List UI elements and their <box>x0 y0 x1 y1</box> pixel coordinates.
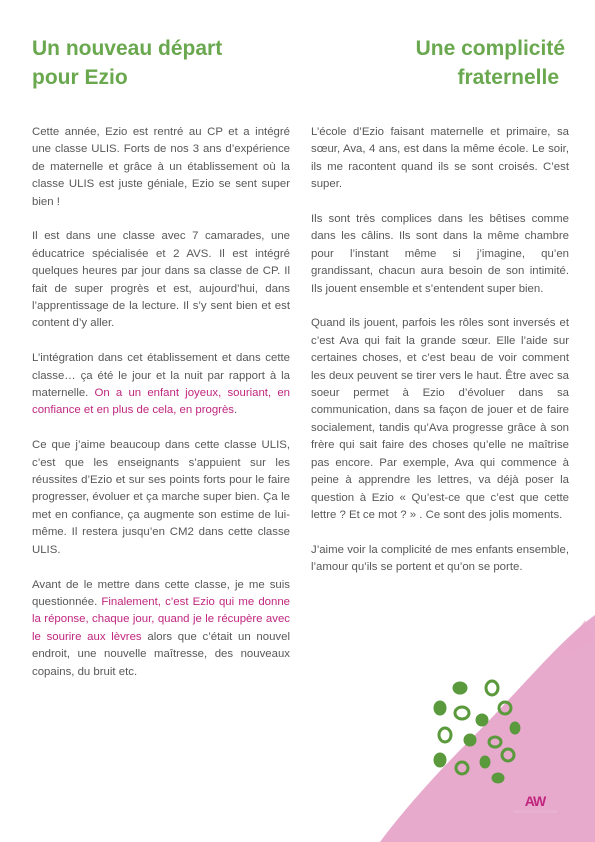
right-title-line2: fraternelle <box>457 66 559 89</box>
left-paragraph-1: Cette année, Ezio est rentré au CP et a intégré une classe ULIS. Forts de nos 3 ans d’expérience de maternelle et grâce à un établissement où la classe ULIS est juste géniale, Ezio se sent super bien ! <box>32 126 290 208</box>
left-column <box>32 124 290 698</box>
right-paragraph-1: L’école d’Ezio faisant maternelle et primaire, sa sœur, Ava, 4 ans, est dans la même école. Le soir, ils me racontent quand ils se sont croisés. C’est super. <box>311 126 569 191</box>
left-title-line2: pour Ezio <box>32 66 128 89</box>
right-column <box>311 124 569 594</box>
left-paragraph-3 <box>32 350 290 420</box>
brand-logo <box>513 793 557 817</box>
left-p5-highlight: Finalement, c’est Ezio qui me donne la réponse, chaque jour, quand je le récupère avec le sourire aux lèvres <box>32 595 290 643</box>
left-p3-text: L’intégration dans cet établissement et dans cette classe… ça été le jour et la nuit par rapport à la maternelle. <box>32 352 290 400</box>
left-paragraph-2: Il est dans une classe avec 7 camarades, une éducatrice spécialisée et 2 AVS. Il est intégré quelques heures par jour dans sa classe de CP. Il fait de super progrès et est, aujourd’hui, dans l’apprentissage de la lecture. Il s’y sent bien et est content d’y aller. <box>32 230 290 330</box>
pink-brush-stroke <box>380 615 595 842</box>
left-title <box>32 34 292 92</box>
right-title <box>305 34 565 92</box>
left-p3-highlight: On a un enfant joyeux, souriant, en confiance et en plus de cela, en progrès <box>32 387 290 417</box>
right-paragraph-4: J’aime voir la complicité de mes enfants ensemble, l’amour qu’ils se portent et qu’on se porte. <box>311 543 569 574</box>
left-p3-end: . <box>234 404 238 417</box>
right-paragraph-3: Quand ils jouent, parfois les rôles sont inversés et c’est Ava qui fait la grande sœur. Elle l’aide sur certaines choses, et c’est beau de voir comment les deux peuvent se tirer vers le haut. Être avec sa soeur permet à Ezio d’évoluer dans sa communication, dans sa façon de jouer et de faire socialement, tandis qu’Ava progresse grâce à son frère qui sait faire des choses qu’elle ne maîtrise pas encore. Par exemple, Ava qui commence à peine à apprendre les lettres, va déjà poser la question à Ezio « Qu’est-ce que c’est que cette lettre ? Et ce mot ? » . Ce sont des jolis moments. <box>311 317 569 521</box>
logo-text: AW <box>524 793 546 809</box>
left-title-line1: Un nouveau départ <box>32 37 223 60</box>
left-paragraph-5 <box>32 577 290 681</box>
left-p5-end: alors que c’était un nouvel endroit, une nouvelle maîtresse, des nouveaux copains, du bruit etc. <box>32 630 290 678</box>
right-paragraph-2: Ils sont très complices dans les bêtises comme dans les câlins. Ils sont dans la même chambre pour l’instant même si j’imagine, qu’en grandissant, chacun aura besoin de son intimité. Ils jouent ensemble et s’entendent super bien. <box>311 213 569 295</box>
right-title-line1: Une complicité <box>415 37 565 60</box>
left-p5-text: Avant de le mettre dans cette classe, je me suis questionnée. <box>32 578 290 608</box>
left-paragraph-4: Ce que j’aime beaucoup dans cette classe ULIS, c’est que les enseignants s’appuient sur les réussites d’Ezio et sur ses points forts pour le faire progresser, évoluer et ça marche super bien. Ça le met en confiance, ça augmente son estime de lui-même. Il restera jusqu’en CM2 dans cette classe ULIS. <box>32 439 290 556</box>
logo-underline <box>513 810 557 813</box>
